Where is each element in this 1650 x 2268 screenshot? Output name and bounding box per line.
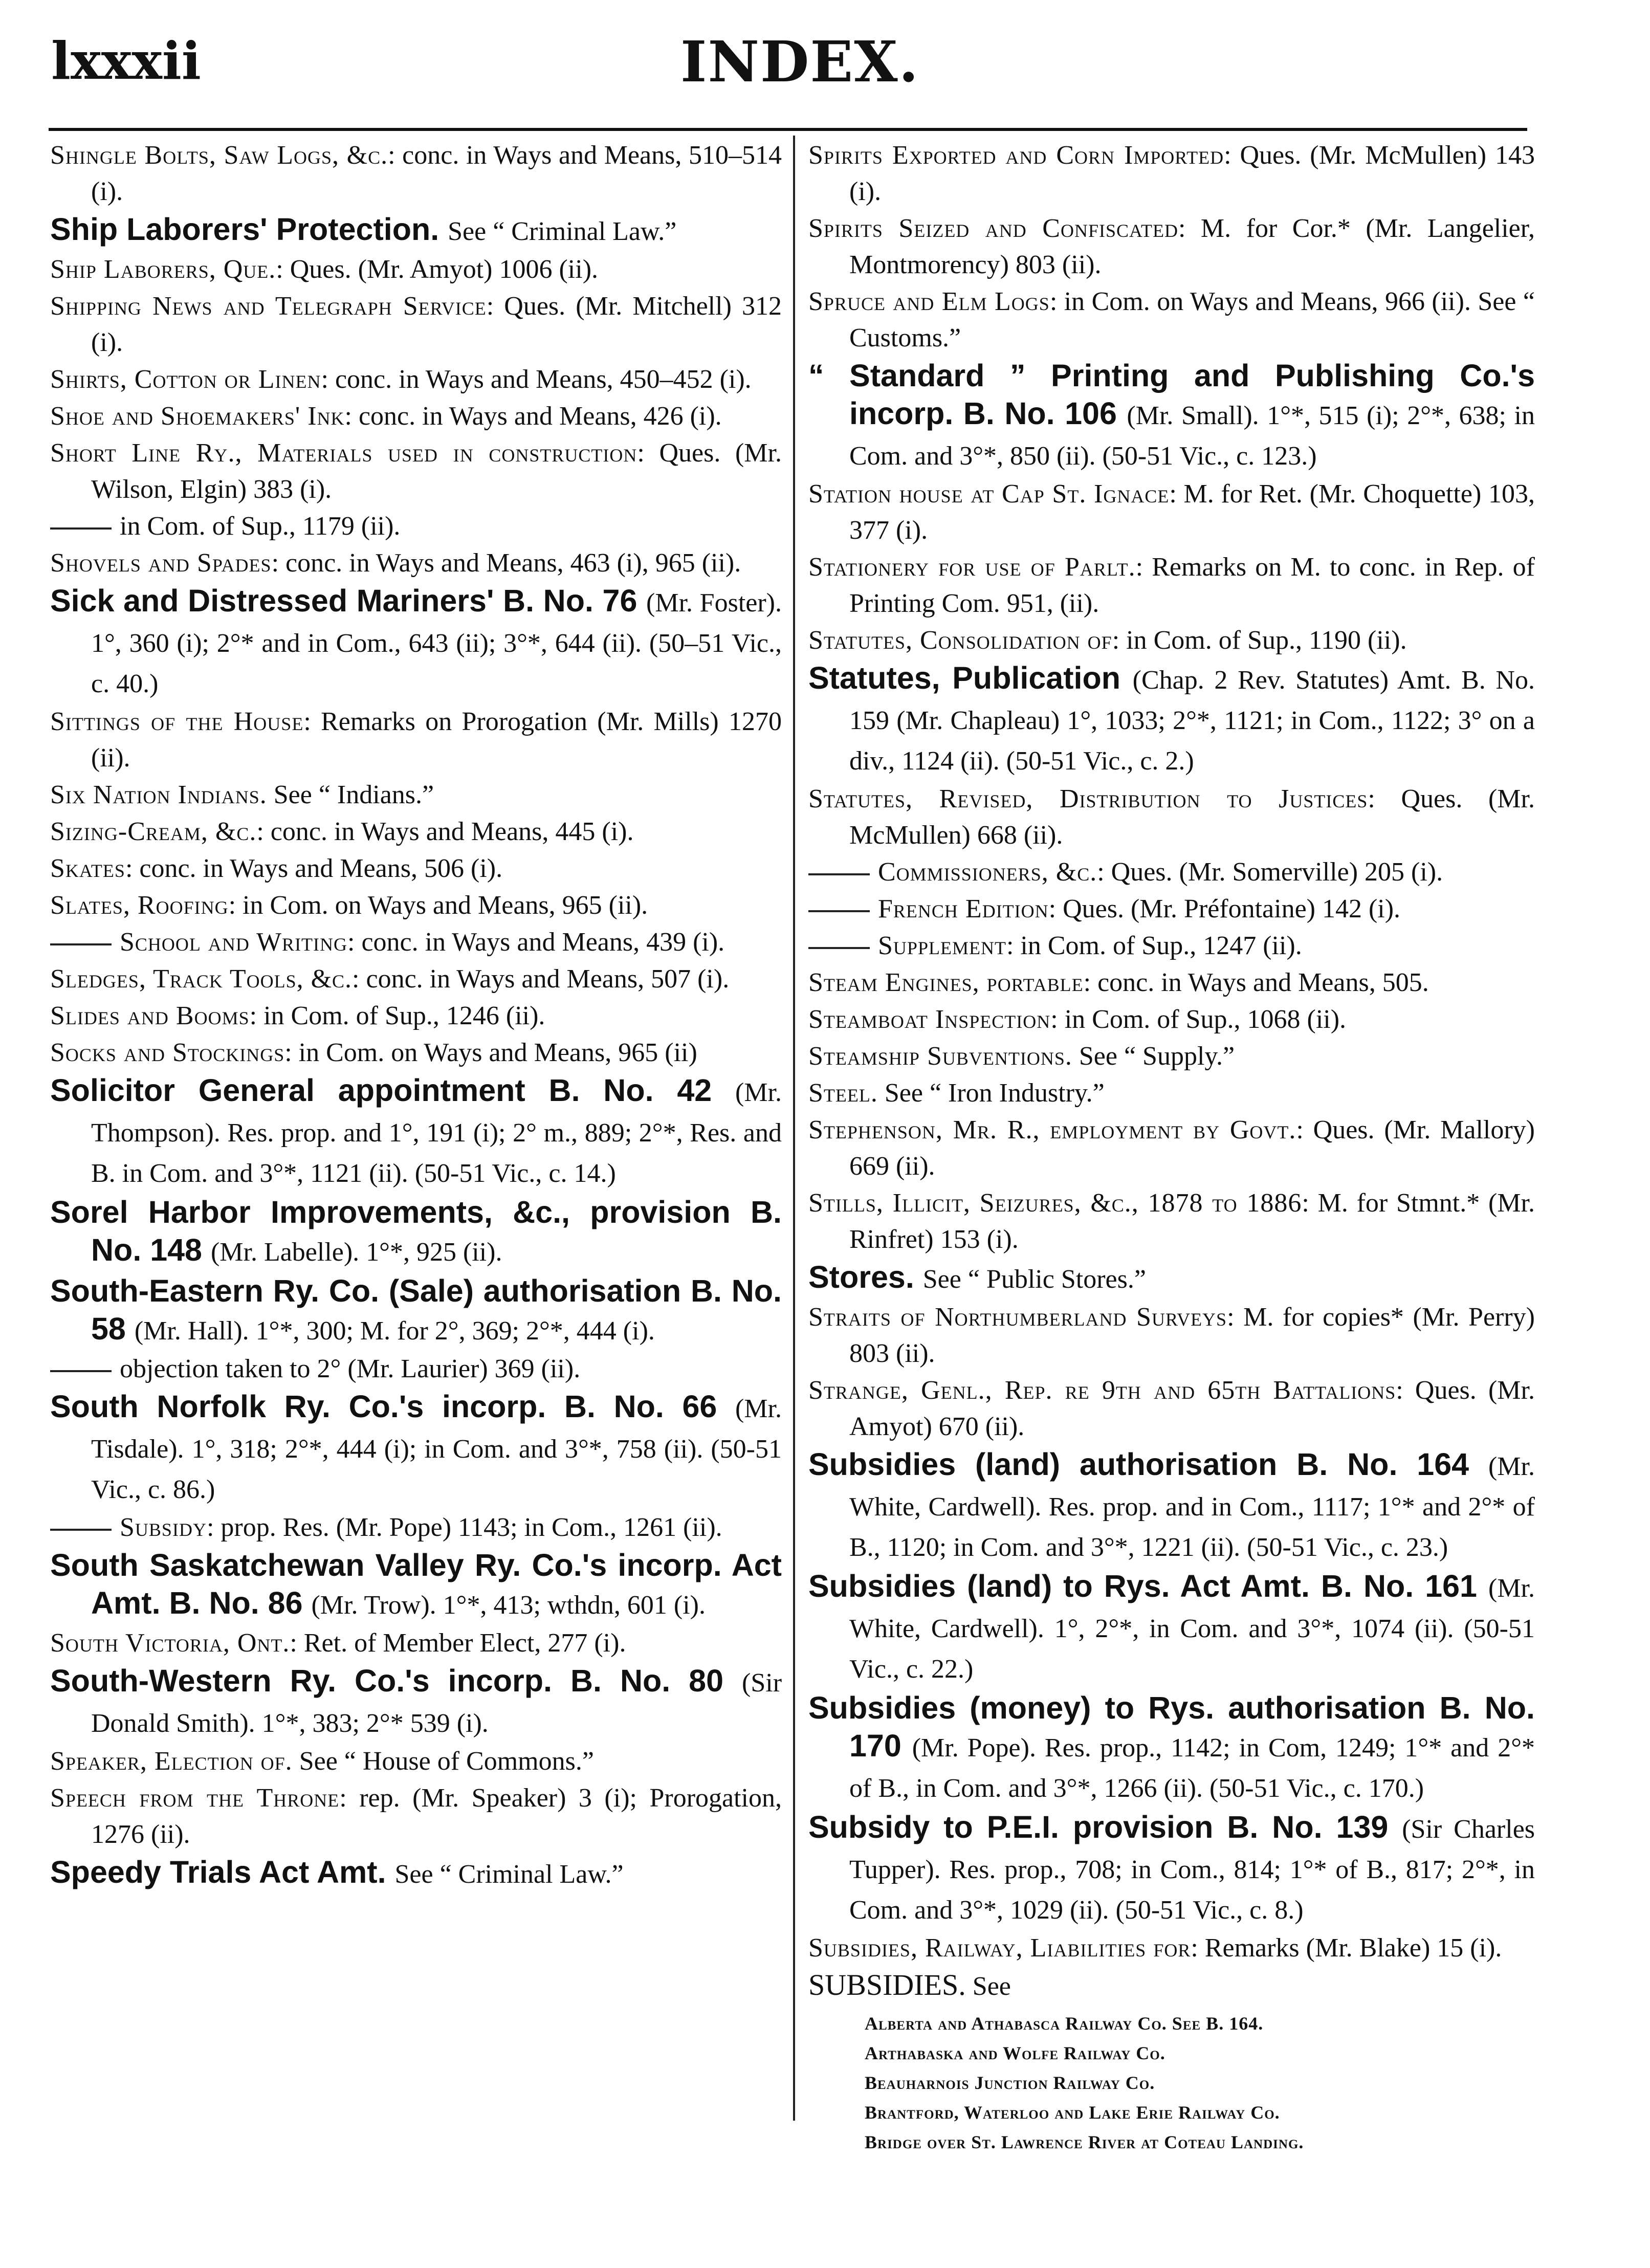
index-entry: Short Line Ry., Materials used in construction: Ques. (Mr. Wilson, Elgin) 383 (i). bbox=[50, 438, 782, 504]
index-entry: Spirits Seized and Confiscated: M. for Cor.* (Mr. Langelier, Montmorency) 803 (ii). bbox=[808, 214, 1535, 279]
ditto-dash bbox=[808, 873, 870, 875]
index-entry: Steamship Subventions. See “ Supply.” bbox=[808, 1042, 1235, 1071]
index-entry: Strange, Genl., Rep. re 9th and 65th Battalions: Ques. (Mr. Amyot) 670 (ii). bbox=[808, 1376, 1535, 1441]
index-entry: Sittings of the House: Remarks on Prorogation (Mr. Mills) 1270 (ii). bbox=[50, 707, 782, 773]
index-subentry: objection taken to 2° (Mr. Laurier) 369 (ii). bbox=[50, 1351, 782, 1387]
index-entry: Station house at Cap St. Ignace: M. for Ret. (Mr. Choquette) 103, 377 (i). bbox=[808, 479, 1535, 545]
index-entry: Stills, Illicit, Seizures, &c., 1878 to 1886: M. for Stmnt.* (Mr. Rinfret) 153 (i). bbox=[808, 1188, 1535, 1254]
index-entry: Shirts, Cotton or Linen: conc. in Ways and Means, 450–452 (i). bbox=[50, 365, 752, 394]
index-entry: Ship Laborers, Que.: Ques. (Mr. Amyot) 1006 (ii). bbox=[50, 255, 599, 284]
index-entry-bold: Stores. See “ Public Stores.” bbox=[808, 1260, 1146, 1294]
ditto-dash bbox=[808, 947, 870, 949]
index-entry: Skates: conc. in Ways and Means, 506 (i). bbox=[50, 854, 503, 883]
index-entry: Speaker, Election of. See “ House of Commons.” bbox=[50, 1747, 594, 1776]
index-entry: Shovels and Spades: conc. in Ways and Means, 463 (i), 965 (ii). bbox=[50, 548, 741, 578]
subsidies-list bbox=[865, 2009, 1535, 2157]
index-entry-bold: South-Eastern Ry. Co. (Sale) authorisation B. No. 58 (Mr. Hall). 1°*, 300; M. for 2°, 369; 2°*, 444 (i). bbox=[50, 1273, 782, 1346]
index-entry: Slates, Roofing: in Com. on Ways and Means, 965 (ii). bbox=[50, 891, 648, 920]
index-entry: Straits of Northumberland Surveys: M. for copies* (Mr. Perry) 803 (ii). bbox=[808, 1303, 1535, 1368]
index-entry: Steam Engines, portable: conc. in Ways and Means, 505. bbox=[808, 968, 1429, 997]
ditto-dash bbox=[808, 910, 870, 912]
index-entry: Slides and Booms: in Com. of Sup., 1246 (ii). bbox=[50, 1001, 545, 1030]
index-entry-bold: Subsidies (money) to Rys. authorisation B. No. 170 (Mr. Pope). Res. prop., 1142; in Com, 1249; 1°* and 2°* of B., in Com. and 3°*, 1266 (ii). (50-51 Vic., c. 170.) bbox=[808, 1690, 1535, 1803]
index-entry: Shoe and Shoemakers' Ink: conc. in Ways and Means, 426 (i). bbox=[50, 402, 722, 431]
index-entry: Subsidies, Railway, Liabilities for: Remarks (Mr. Blake) 15 (i). bbox=[808, 1933, 1502, 1963]
index-entry-bold: Sick and Distressed Mariners' B. No. 76 (Mr. Foster). 1°, 360 (i); 2°* and in Com., 643 (ii); 3°*, 644 (ii). (50–51 Vic., c. 40.) bbox=[50, 583, 782, 698]
index-entry-bold: Subsidies (land) to Rys. Act Amt. B. No. 161 (Mr. White, Cardwell). 1°, 2°*, in Com. and 3°*, 1074 (ii). (50-51 Vic., c. 22.) bbox=[808, 1569, 1535, 1684]
index-entry: Stephenson, Mr. R., employment by Govt.: Ques. (Mr. Mallory) 669 (ii). bbox=[808, 1115, 1535, 1181]
header-rule bbox=[49, 128, 1527, 131]
index-subentry: French Edition: Ques. (Mr. Préfontaine) 142 (i). bbox=[808, 891, 1535, 927]
index-entry-bold: Solicitor General appointment B. No. 42 (Mr. Thompson). Res. prop. and 1°, 191 (i); 2° m., 889; 2°*, Res. and B. in Com. and 3°*, 1121 (ii). (50-51 Vic., c. 14.) bbox=[50, 1073, 782, 1188]
ditto-dash bbox=[50, 527, 112, 530]
index-entry: Socks and Stockings: in Com. on Ways and Means, 965 (ii) bbox=[50, 1038, 697, 1067]
index-entry-bold: Speedy Trials Act Amt. See “ Criminal Law.” bbox=[50, 1855, 624, 1889]
index-entry: Stationery for use of Parlt.: Remarks on M. to conc. in Rep. of Printing Com. 951, (ii). bbox=[808, 553, 1535, 618]
index-entry-bold: Subsidy to P.E.I. provision B. No. 139 (Sir Charles Tupper). Res. prop., 708; in Com., 814; 1°* of B., 817; 2°*, in Com. and 3°*, 1029 (ii). (50-51 Vic., c. 8.) bbox=[808, 1810, 1535, 1925]
index-entry: Sledges, Track Tools, &c.: conc. in Ways and Means, 507 (i). bbox=[50, 964, 730, 994]
index-entry-bold: Subsidies (land) authorisation B. No. 164 (Mr. White, Cardwell). Res. prop. and in Com., 1117; 1°* and 2°* of B., 1120; in Com. and 3°*, 1221 (ii). (50-51 Vic., c. 23.) bbox=[808, 1447, 1535, 1562]
index-entry: Shipping News and Telegraph Service: Ques. (Mr. Mitchell) 312 (i). bbox=[50, 292, 782, 357]
index-entry-bold: South Saskatchewan Valley Ry. Co.'s incorp. Act Amt. B. No. 86 (Mr. Trow). 1°*, 413; wthdn, 601 (i). bbox=[50, 1548, 782, 1620]
index-subentry: School and Writing: conc. in Ways and Means, 439 (i). bbox=[50, 924, 782, 960]
list-item: Arthabaska and Wolfe Railway Co. bbox=[865, 2043, 1165, 2063]
index-entry: Spirits Exported and Corn Imported: Ques. (Mr. McMullen) 143 (i). bbox=[808, 141, 1535, 206]
index-subentry: Commissioners, &c.: Ques. (Mr. Somerville) 205 (i). bbox=[808, 854, 1535, 890]
index-entry-bold: South-Western Ry. Co.'s incorp. B. No. 80 (Sir Donald Smith). 1°*, 383; 2°* 539 (i). bbox=[50, 1663, 782, 1738]
list-item: Beauharnois Junction Railway Co. bbox=[865, 2073, 1155, 2093]
index-entry: Sizing-Cream, &c.: conc. in Ways and Means, 445 (i). bbox=[50, 817, 634, 846]
ditto-dash bbox=[50, 943, 112, 945]
index-entry: Spruce and Elm Logs: in Com. on Ways and Means, 966 (ii). See “ Customs.” bbox=[808, 287, 1535, 353]
list-item: Bridge over St. Lawrence River at Coteau Landing. bbox=[865, 2132, 1304, 2152]
index-entry-bold: Ship Laborers' Protection. See “ Criminal Law.” bbox=[50, 212, 677, 247]
list-item: Brantford, Waterloo and Lake Erie Railway Co. bbox=[865, 2102, 1280, 2123]
column-divider bbox=[793, 136, 795, 2121]
index-entry: Speech from the Throne: rep. (Mr. Speaker) 3 (i); Prorogation, 1276 (ii). bbox=[50, 1783, 782, 1849]
index-entry: South Victoria, Ont.: Ret. of Member Elect, 277 (i). bbox=[50, 1628, 626, 1658]
index-subentry: Subsidy: prop. Res. (Mr. Pope) 1143; in Com., 1261 (ii). bbox=[50, 1509, 782, 1546]
index-entry-bold: South Norfolk Ry. Co.'s incorp. B. No. 66 (Mr. Tisdale). 1°, 318; 2°*, 444 (i); in Com. and 3°*, 758 (ii). (50-51 Vic., c. 86.) bbox=[50, 1389, 782, 1504]
index-entry: Steamboat Inspection: in Com. of Sup., 1068 (ii). bbox=[808, 1005, 1347, 1034]
ditto-dash bbox=[50, 1529, 112, 1531]
index-entry: Six Nation Indians. See “ Indians.” bbox=[50, 780, 434, 809]
index-subentry: in Com. of Sup., 1179 (ii). bbox=[50, 508, 782, 544]
index-entry: Statutes, Revised, Distribution to Justices: Ques. (Mr. McMullen) 668 (ii). bbox=[808, 784, 1535, 850]
page-title: INDEX. bbox=[680, 29, 919, 95]
index-subentry: Supplement: in Com. of Sup., 1247 (ii). bbox=[808, 928, 1535, 964]
index-entry: Steel. See “ Iron Industry.” bbox=[808, 1078, 1105, 1108]
index-entry: Statutes, Consolidation of: in Com. of Sup., 1190 (ii). bbox=[808, 626, 1407, 655]
left-column bbox=[50, 137, 782, 1894]
index-entry: SUBSIDIES. See bbox=[808, 1968, 1011, 2001]
index-entry: Shingle Bolts, Saw Logs, &c.: conc. in Ways and Means, 510–514 (i). bbox=[50, 141, 782, 206]
page-number: lxxxii bbox=[51, 31, 201, 91]
list-item: Alberta and Athabasca Railway Co. See B. 164. bbox=[865, 2013, 1264, 2034]
index-entry-bold: “ Standard ” Printing and Publishing Co.'s incorp. B. No. 106 (Mr. Small). 1°*, 515 (i); 2°*, 638; in Com. and 3°*, 850 (ii). (50-51 Vic., c. 123.) bbox=[808, 358, 1535, 471]
ditto-dash bbox=[50, 1370, 112, 1372]
index-entry-bold: Sorel Harbor Improvements, &c., provision B. No. 148 (Mr. Labelle). 1°*, 925 (ii). bbox=[50, 1195, 782, 1267]
index-entry-bold: Statutes, Publication (Chap. 2 Rev. Statutes) Amt. B. No. 159 (Mr. Chapleau) 1°, 1033; 2°*, 1121; in Com., 1122; 3° on a div., 1124 (ii). (50-51 Vic., c. 2.) bbox=[808, 660, 1535, 776]
right-column bbox=[808, 137, 1535, 2157]
